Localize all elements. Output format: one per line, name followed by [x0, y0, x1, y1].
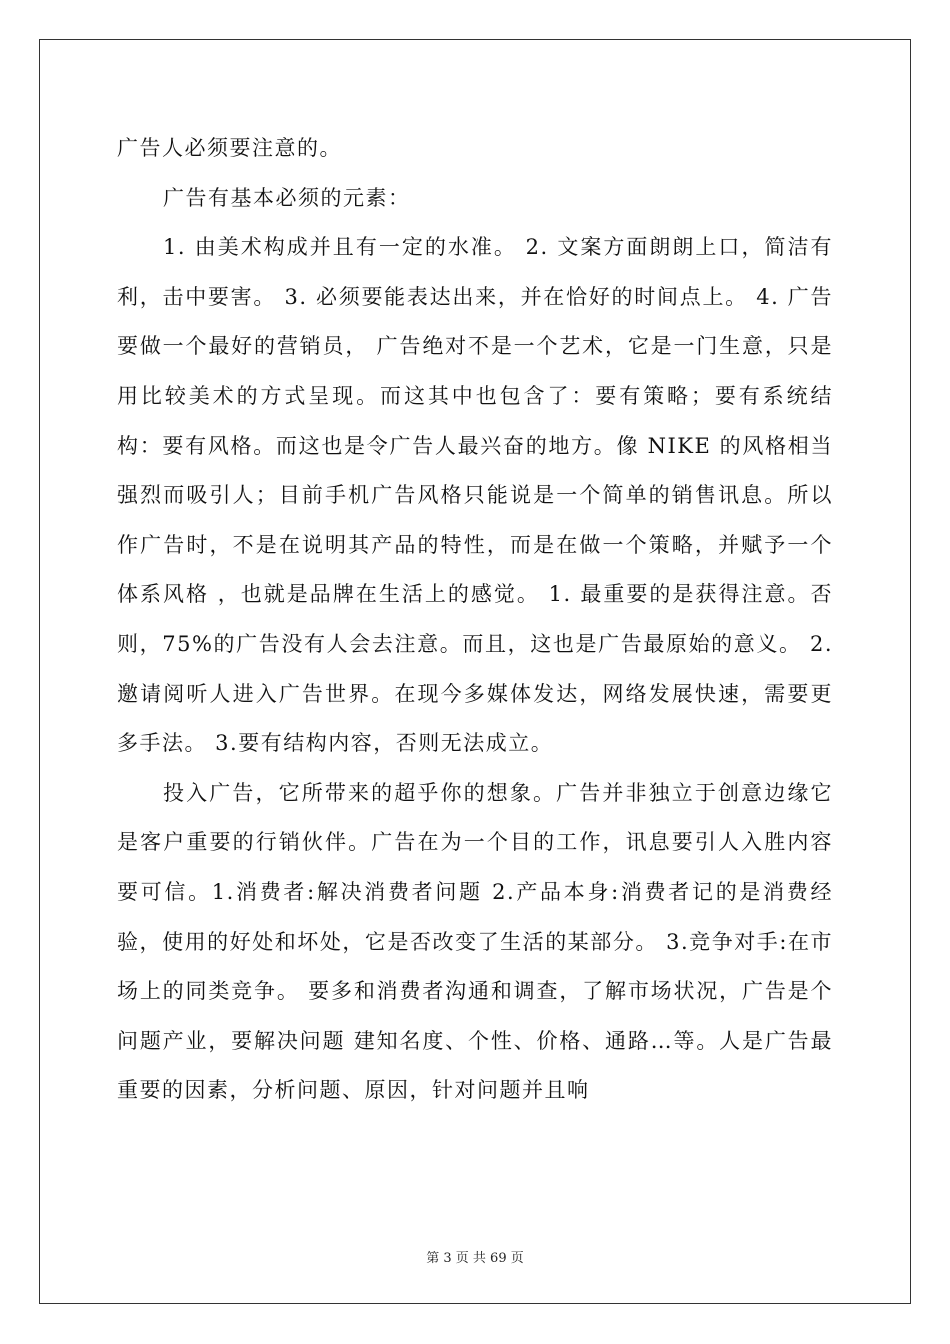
- paragraph-elements-list: 1. 由美术构成并且有一定的水准。 2. 文案方面朗朗上口，简洁有利，击中要害。 3. 必须要能表达出来，并在恰好的时间点上。 4. 广告要做一个最好的营销员， 广告绝对不是一个艺术，它是一门生意，只是用比较美术的方式呈现。而这其中也包含了：要有策略；要有系统结构：要有风格。而这也是令广告人最兴奋的地方。像 NIKE 的风格相当强烈而吸引人；目前手机广告风格只能说是一个简单的销售讯息。所以作广告时，不是在说明其产品的特性，而是在做一个策略，并赋予一个体系风格 ，也就是品牌在生活上的感觉。 1. 最重要的是获得注意。否则，75%的广告没有人会去注意。而且，这也是广告最原始的意义。 2.邀请阅听人进入广告世界。在现今多媒体发达，网络发展快速，需要更多手法。 3.要有结构内容，否则无法成立。: [117, 235, 833, 756]
- paragraph-advertising-investment: 投入广告，它所带来的超乎你的想象。广告并非独立于创意边缘它是客户重要的行销伙伴。广告在为一个目的工作，讯息要引人入胜内容要可信。1.消费者:解决消费者问题 2.产品本身:消费者记的是消费经验，使用的好处和坏处，它是否改变了生活的某部分。 3.竞争对手:在市场上的同类竞争。 要多和消费者沟通和调查，了解市场状况，广告是个问题产业，要解决问题 建知名度、个性、价格、通路…等。人是广告最重要的因素，分析问题、原因，针对问题并且响: [117, 780, 833, 1103]
- page-number-footer: 第 3 页 共 69 页: [426, 1251, 524, 1266]
- paragraph-continuation: 广告人必须要注意的。: [117, 136, 342, 160]
- paragraph-elements-intro: 广告有基本必须的元素：: [163, 185, 411, 210]
- document-body: [117, 124, 833, 1116]
